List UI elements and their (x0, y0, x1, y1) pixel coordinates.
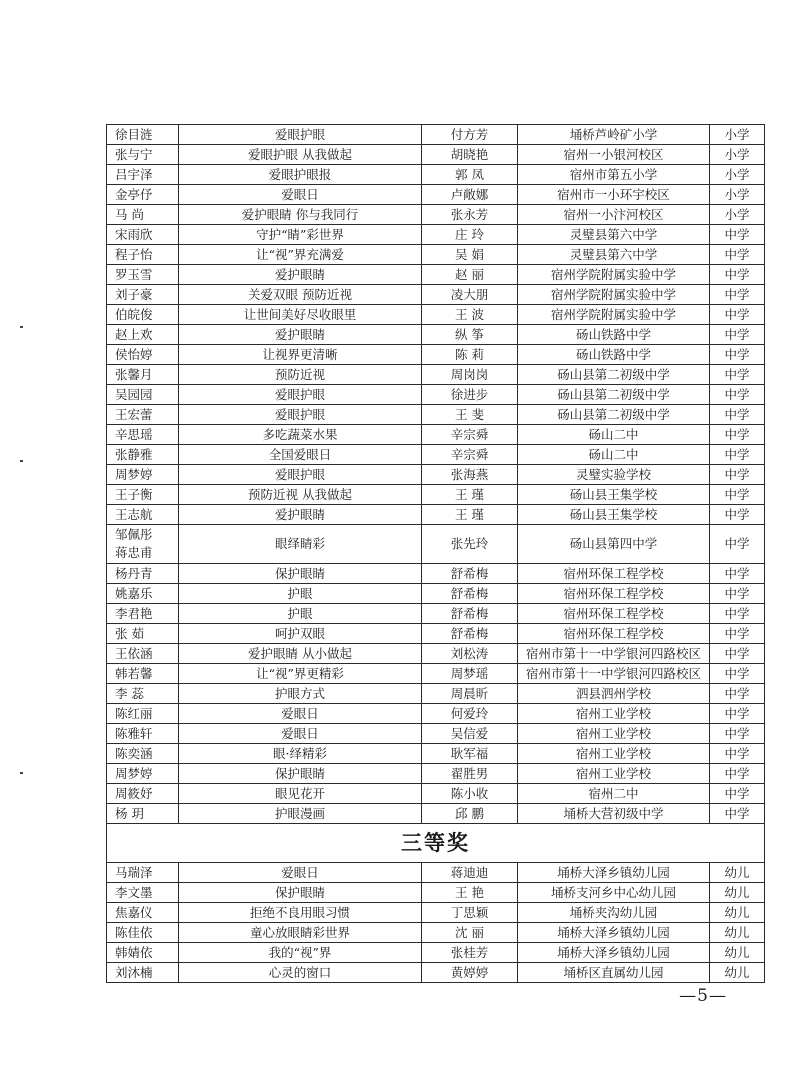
school-name: 宿州工业学校 (518, 724, 710, 744)
table-row (107, 883, 765, 903)
school-name: 宿州工业学校 (518, 704, 710, 724)
student-name: 马瑞泽 (107, 863, 179, 883)
category: 中学 (710, 664, 765, 684)
work-title: 让视界更清晰 (179, 345, 422, 365)
work-title: 爱眼护眼报 (179, 165, 422, 185)
category: 中学 (710, 744, 765, 764)
section-heading-row (107, 824, 765, 863)
school-name: 宿州工业学校 (518, 764, 710, 784)
work-title: 守护“睛”彩世界 (179, 225, 422, 245)
tutor-name: 赵 丽 (422, 265, 518, 285)
work-title: 爱眼护眼 (179, 125, 422, 145)
award-table (106, 124, 765, 983)
student-name: 王宏蕾 (107, 405, 179, 425)
work-title: 爱眼护眼 (179, 465, 422, 485)
student-name: 陈佳依 (107, 923, 179, 943)
work-title: 爱眼日 (179, 724, 422, 744)
school-name: 宿州环保工程学校 (518, 604, 710, 624)
work-title: 让“视”界更精彩 (179, 664, 422, 684)
table-row (107, 943, 765, 963)
work-title: 童心放眼睛彩世界 (179, 923, 422, 943)
table-row (107, 704, 765, 724)
table-body-top (107, 125, 765, 525)
table-row (107, 664, 765, 684)
category: 幼儿 (710, 863, 765, 883)
tutor-name: 凌大朋 (422, 285, 518, 305)
tutor-name: 郭 凤 (422, 165, 518, 185)
student-name: 刘沐楠 (107, 963, 179, 983)
work-title: 保护眼睛 (179, 764, 422, 784)
category: 幼儿 (710, 883, 765, 903)
tutor-name: 耿军福 (422, 744, 518, 764)
student-name: 赵上欢 (107, 325, 179, 345)
table-row (107, 963, 765, 983)
table-row (107, 604, 765, 624)
work-title: 爱护眼睛 (179, 325, 422, 345)
student-name: 王志航 (107, 505, 179, 525)
category: 中学 (710, 485, 765, 505)
tutor-name: 胡晓艳 (422, 145, 518, 165)
work-title: 全国爱眼日 (179, 445, 422, 465)
table-row (107, 325, 765, 345)
school-name: 宿州工业学校 (518, 744, 710, 764)
table-row (107, 385, 765, 405)
category: 幼儿 (710, 963, 765, 983)
tutor-name: 张先玲 (422, 525, 518, 564)
scan-mark (20, 326, 23, 328)
table-body-bottom (107, 863, 765, 983)
table-row (107, 345, 765, 365)
student-name: 韩婧依 (107, 943, 179, 963)
tutor-name: 卢敞娜 (422, 185, 518, 205)
school-name: 灵璧县第六中学 (518, 245, 710, 265)
school-name: 砀山县第二初级中学 (518, 385, 710, 405)
school-name: 宿州学院附属实验中学 (518, 265, 710, 285)
tutor-name: 王 波 (422, 305, 518, 325)
tutor-name: 辛宗舜 (422, 425, 518, 445)
school-name: 砀山二中 (518, 445, 710, 465)
tutor-name: 王 斐 (422, 405, 518, 425)
school-name: 宿州二中 (518, 784, 710, 804)
tutor-name: 王 艳 (422, 883, 518, 903)
table-row (107, 225, 765, 245)
category: 中学 (710, 804, 765, 824)
scan-mark (20, 772, 23, 774)
work-title: 多吃蔬菜水果 (179, 425, 422, 445)
student-name: 李 蕊 (107, 684, 179, 704)
table-row (107, 724, 765, 744)
category: 中学 (710, 325, 765, 345)
work-title: 爱护眼睛 (179, 505, 422, 525)
category: 中学 (710, 684, 765, 704)
student-name: 陈奕涵 (107, 744, 179, 764)
work-title: 让“视”界充满爱 (179, 245, 422, 265)
school-name: 埇桥大泽乡镇幼儿园 (518, 923, 710, 943)
student-name: 张与宁 (107, 145, 179, 165)
student-name: 徐目涟 (107, 125, 179, 145)
table-row (107, 764, 765, 784)
table-body-double (107, 525, 765, 564)
work-title: 让世间美好尽收眼里 (179, 305, 422, 325)
student-name: 杨 玥 (107, 804, 179, 824)
scan-mark (20, 460, 23, 462)
tutor-name: 翟胜男 (422, 764, 518, 784)
page-number: —5— (679, 986, 727, 1006)
table-row (107, 744, 765, 764)
student-name: 李文墨 (107, 883, 179, 903)
work-title: 爱眼日 (179, 704, 422, 724)
table-body-mid (107, 564, 765, 824)
school-name: 埇桥夹沟幼儿园 (518, 903, 710, 923)
table-row (107, 804, 765, 824)
table-row (107, 624, 765, 644)
category: 幼儿 (710, 923, 765, 943)
school-name: 宿州环保工程学校 (518, 584, 710, 604)
table-row (107, 125, 765, 145)
category: 小学 (710, 145, 765, 165)
category: 中学 (710, 584, 765, 604)
tutor-name: 邱 鹏 (422, 804, 518, 824)
student-name: 刘子豪 (107, 285, 179, 305)
table-row (107, 784, 765, 804)
category: 中学 (710, 505, 765, 525)
tutor-name: 蒋迪迪 (422, 863, 518, 883)
tutor-name: 吴 娟 (422, 245, 518, 265)
work-title: 预防近视 (179, 365, 422, 385)
tutor-name: 周晨昕 (422, 684, 518, 704)
work-title: 呵护双眼 (179, 624, 422, 644)
work-title: 爱护眼睛 你与我同行 (179, 205, 422, 225)
tutor-name: 刘松涛 (422, 644, 518, 664)
category: 中学 (710, 764, 765, 784)
category: 小学 (710, 165, 765, 185)
student-name: 侯怡婷 (107, 345, 179, 365)
table-row (107, 584, 765, 604)
student-name: 伯皖俊 (107, 305, 179, 325)
student-name: 周梦婷 (107, 764, 179, 784)
category: 幼儿 (710, 903, 765, 923)
work-title: 心灵的窗口 (179, 963, 422, 983)
work-title: 护眼方式 (179, 684, 422, 704)
student-name: 王子衡 (107, 485, 179, 505)
tutor-name: 舒希梅 (422, 564, 518, 584)
school-name: 宿州一小银河校区 (518, 145, 710, 165)
tutor-name: 周岗岗 (422, 365, 518, 385)
work-title: 预防近视 从我做起 (179, 485, 422, 505)
student-name: 张馨月 (107, 365, 179, 385)
category: 中学 (710, 525, 765, 564)
category: 中学 (710, 644, 765, 664)
category: 中学 (710, 245, 765, 265)
category: 中学 (710, 385, 765, 405)
school-name: 宿州学院附属实验中学 (518, 285, 710, 305)
school-name: 砀山铁路中学 (518, 325, 710, 345)
work-title: 爱眼护眼 (179, 405, 422, 425)
table-row (107, 923, 765, 943)
table-row (107, 863, 765, 883)
category: 中学 (710, 225, 765, 245)
category: 幼儿 (710, 943, 765, 963)
tutor-name: 王 瑾 (422, 485, 518, 505)
work-title: 保护眼睛 (179, 883, 422, 903)
tutor-name: 舒希梅 (422, 624, 518, 644)
school-name: 宿州环保工程学校 (518, 564, 710, 584)
tutor-name: 陈 莉 (422, 345, 518, 365)
school-name: 宿州市第十一中学银河四路校区 (518, 644, 710, 664)
table-row (107, 205, 765, 225)
school-name: 砀山铁路中学 (518, 345, 710, 365)
award-table-container (106, 124, 750, 983)
tutor-name: 张永芳 (422, 205, 518, 225)
category: 中学 (710, 425, 765, 445)
table-row (107, 564, 765, 584)
table-section-heading (107, 824, 765, 863)
table-row (107, 145, 765, 165)
student-name: 周筱妤 (107, 784, 179, 804)
category: 中学 (710, 564, 765, 584)
table-row (107, 425, 765, 445)
work-title: 爱眼护眼 (179, 385, 422, 405)
work-title: 爱眼日 (179, 863, 422, 883)
student-name: 宋雨欣 (107, 225, 179, 245)
table-row (107, 465, 765, 485)
table-row (107, 644, 765, 664)
tutor-name: 纵 筝 (422, 325, 518, 345)
student-name: 周梦婷 (107, 465, 179, 485)
table-row (107, 245, 765, 265)
work-title: 爱眼护眼 从我做起 (179, 145, 422, 165)
work-title: 护眼 (179, 604, 422, 624)
work-title: 爱护眼睛 从小做起 (179, 644, 422, 664)
tutor-name: 王 瑾 (422, 505, 518, 525)
school-name: 泗县泗州学校 (518, 684, 710, 704)
tutor-name: 辛宗舜 (422, 445, 518, 465)
school-name: 宿州市一小环宇校区 (518, 185, 710, 205)
school-name: 砀山县第四中学 (518, 525, 710, 564)
work-title: 保护眼睛 (179, 564, 422, 584)
student-name: 吴园园 (107, 385, 179, 405)
student-name: 姚嘉乐 (107, 584, 179, 604)
tutor-name: 徐进步 (422, 385, 518, 405)
category: 小学 (710, 185, 765, 205)
table-row (107, 285, 765, 305)
table-row (107, 445, 765, 465)
student-name: 吕宇泽 (107, 165, 179, 185)
student-name: 罗玉雪 (107, 265, 179, 285)
category: 中学 (710, 445, 765, 465)
section-heading: 三等奖 (107, 824, 765, 863)
table-row (107, 525, 765, 564)
student-name: 陈红丽 (107, 704, 179, 724)
work-title: 眼绎睛彩 (179, 525, 422, 564)
tutor-name: 张桂芳 (422, 943, 518, 963)
school-name: 砀山二中 (518, 425, 710, 445)
tutor-name: 吴信爱 (422, 724, 518, 744)
student-name: 焦嘉仪 (107, 903, 179, 923)
student-name: 金亭伃 (107, 185, 179, 205)
table-row (107, 684, 765, 704)
work-title: 护眼漫画 (179, 804, 422, 824)
tutor-name: 丁思颖 (422, 903, 518, 923)
student-name: 陈雅轩 (107, 724, 179, 744)
student-name: 韩若馨 (107, 664, 179, 684)
school-name: 灵璧实验学校 (518, 465, 710, 485)
school-name: 埇桥支河乡中心幼儿园 (518, 883, 710, 903)
category: 中学 (710, 405, 765, 425)
category: 中学 (710, 724, 765, 744)
category: 中学 (710, 624, 765, 644)
tutor-name: 舒希梅 (422, 604, 518, 624)
work-title: 爱护眼睛 (179, 265, 422, 285)
tutor-name: 庄 玲 (422, 225, 518, 245)
tutor-name: 陈小收 (422, 784, 518, 804)
table-row (107, 165, 765, 185)
school-name: 埇桥大泽乡镇幼儿园 (518, 943, 710, 963)
school-name: 砀山县第二初级中学 (518, 405, 710, 425)
category: 中学 (710, 704, 765, 724)
student-name: 程子怡 (107, 245, 179, 265)
student-name: 李君艳 (107, 604, 179, 624)
student-name: 杨丹青 (107, 564, 179, 584)
student-name-cell (107, 525, 179, 564)
school-name: 砀山县王集学校 (518, 505, 710, 525)
school-name: 埇桥芦岭矿小学 (518, 125, 710, 145)
school-name: 砀山县第二初级中学 (518, 365, 710, 385)
school-name: 灵璧县第六中学 (518, 225, 710, 245)
work-title: 关爱双眼 预防近视 (179, 285, 422, 305)
category: 中学 (710, 345, 765, 365)
school-name: 埇桥区直属幼儿园 (518, 963, 710, 983)
table-row (107, 185, 765, 205)
tutor-name: 张海燕 (422, 465, 518, 485)
school-name: 宿州学院附属实验中学 (518, 305, 710, 325)
student-name: 张 茹 (107, 624, 179, 644)
school-name: 埇桥大营初级中学 (518, 804, 710, 824)
school-name: 宿州一小汴河校区 (518, 205, 710, 225)
student-name: 辛思瑶 (107, 425, 179, 445)
category: 中学 (710, 604, 765, 624)
student-name: 王依涵 (107, 644, 179, 664)
category: 中学 (710, 784, 765, 804)
student-name: 蒋忠甫 (115, 545, 153, 560)
work-title: 我的“视”界 (179, 943, 422, 963)
tutor-name: 沈 丽 (422, 923, 518, 943)
category: 中学 (710, 285, 765, 305)
category: 中学 (710, 305, 765, 325)
table-row (107, 405, 765, 425)
student-name: 马 尚 (107, 205, 179, 225)
school-name: 宿州市第五小学 (518, 165, 710, 185)
category: 小学 (710, 205, 765, 225)
tutor-name: 何爱玲 (422, 704, 518, 724)
work-title: 眼·绎精彩 (179, 744, 422, 764)
tutor-name: 黄婷婷 (422, 963, 518, 983)
work-title: 护眼 (179, 584, 422, 604)
work-title: 拒绝不良用眼习惯 (179, 903, 422, 923)
school-name: 宿州环保工程学校 (518, 624, 710, 644)
tutor-name: 周梦瑶 (422, 664, 518, 684)
table-row (107, 305, 765, 325)
tutor-name: 舒希梅 (422, 584, 518, 604)
student-name: 张静雅 (107, 445, 179, 465)
category: 小学 (710, 125, 765, 145)
table-row (107, 505, 765, 525)
work-title: 爱眼日 (179, 185, 422, 205)
table-row (107, 265, 765, 285)
student-name: 邹佩彤 (115, 527, 153, 542)
tutor-name: 付方芳 (422, 125, 518, 145)
category: 中学 (710, 365, 765, 385)
category: 中学 (710, 265, 765, 285)
school-name: 砀山县王集学校 (518, 485, 710, 505)
school-name: 埇桥大泽乡镇幼儿园 (518, 863, 710, 883)
category: 中学 (710, 465, 765, 485)
school-name: 宿州市第十一中学银河四路校区 (518, 664, 710, 684)
table-row (107, 903, 765, 923)
table-row (107, 485, 765, 505)
work-title: 眼见花开 (179, 784, 422, 804)
table-row (107, 365, 765, 385)
